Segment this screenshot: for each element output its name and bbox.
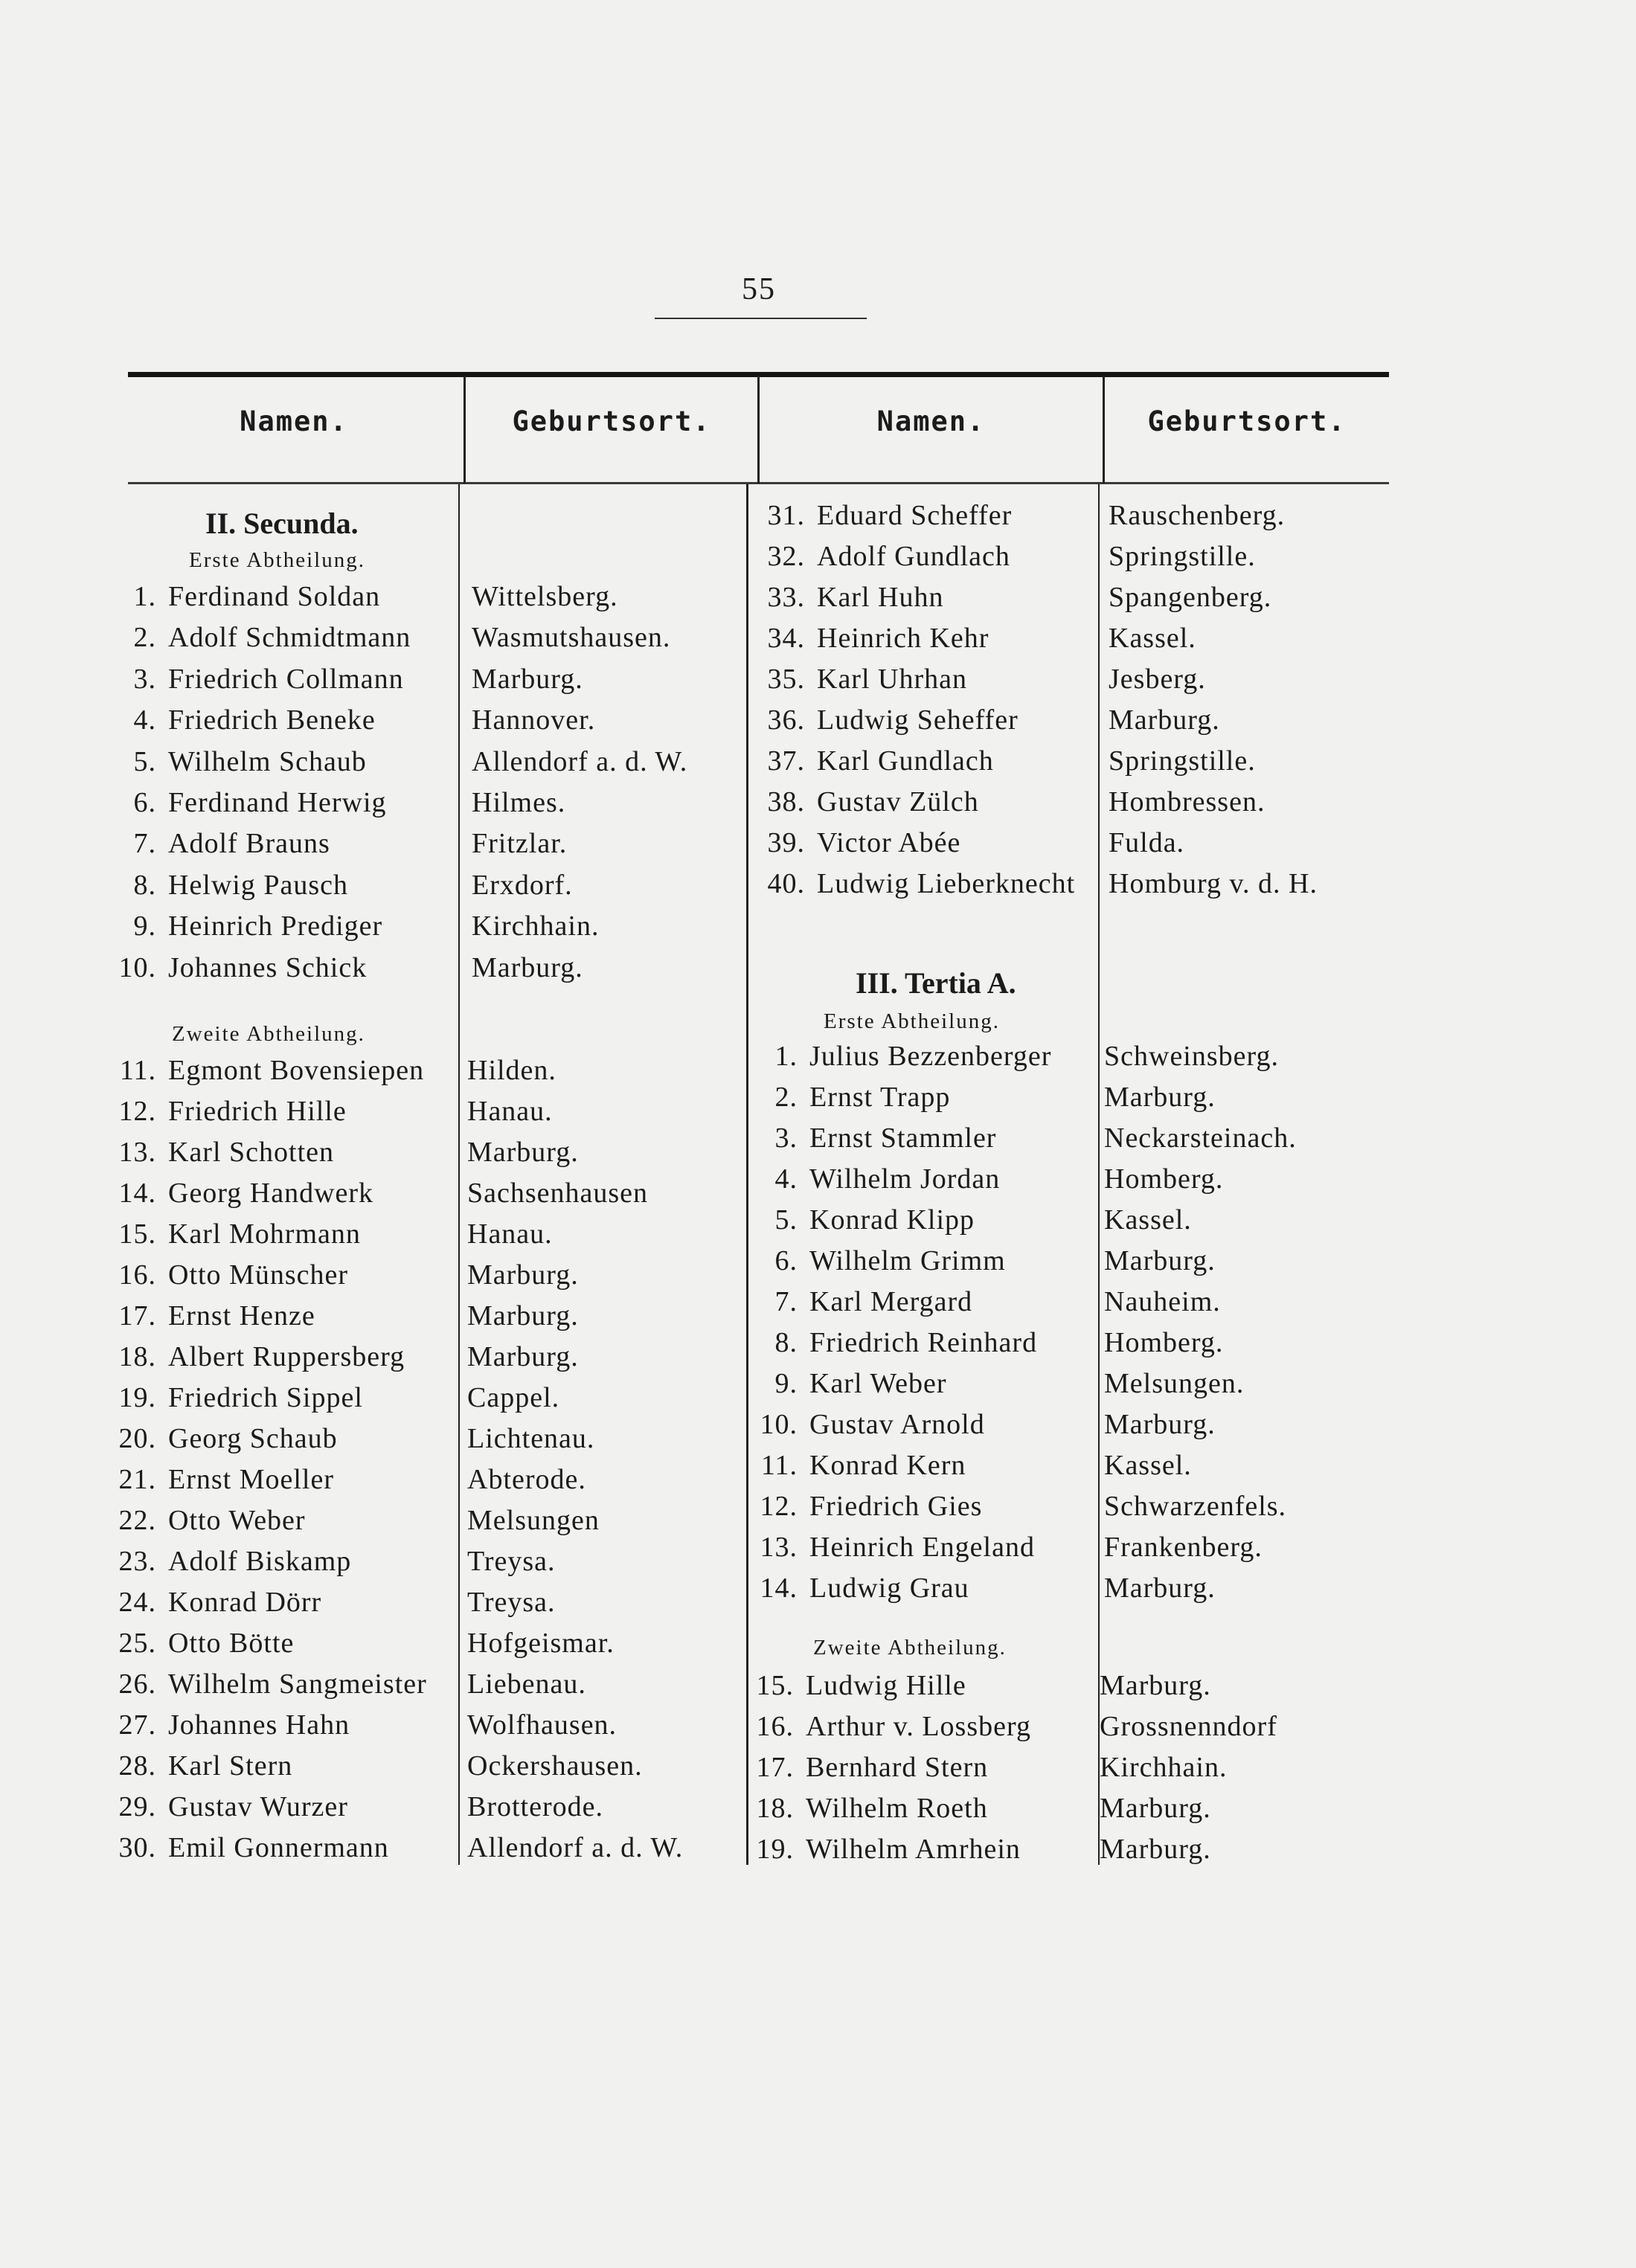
entry-number: 1. — [133, 581, 156, 612]
birthplace: Marburg. — [467, 1259, 579, 1291]
birthplace: Fulda. — [1109, 827, 1185, 858]
list-item — [112, 910, 382, 942]
list-item — [759, 581, 943, 614]
entry-number: 40. — [767, 868, 805, 899]
entry-number: 10. — [118, 951, 156, 983]
entry-number: 9. — [774, 1368, 798, 1399]
list-item — [748, 1833, 1021, 1866]
student-name: Julius Bezzenberger — [809, 1041, 1052, 1072]
entry-number: 5. — [774, 1204, 798, 1236]
list-item — [112, 1177, 373, 1210]
list-item — [112, 1668, 427, 1700]
student-name: Eduard Scheffer — [817, 500, 1013, 531]
birthplace: Ockershausen. — [467, 1750, 643, 1782]
birthplace: Neckarsteinach. — [1104, 1122, 1297, 1154]
entry-number: 12. — [760, 1491, 798, 1522]
birthplace: Marburg. — [1109, 704, 1220, 736]
list-item — [112, 745, 367, 778]
entry-number: 22. — [118, 1505, 156, 1536]
student-name: Johannes Schick — [168, 951, 368, 983]
student-name: Ludwig Hille — [806, 1670, 966, 1701]
entry-number: 10. — [760, 1409, 798, 1440]
birthplace: Marburg. — [472, 663, 583, 695]
birthplace: Wittelsberg. — [472, 581, 618, 612]
student-name: Friedrich Beneke — [168, 704, 376, 736]
student-name: Friedrich Hille — [168, 1096, 347, 1127]
student-name: Friedrich Collmann — [168, 663, 404, 695]
birthplace: Marburg. — [1100, 1670, 1211, 1701]
list-item — [751, 1204, 975, 1236]
birthplace: Allendorf a. d. W. — [472, 745, 688, 777]
list-item — [112, 1054, 424, 1087]
list-item — [759, 745, 994, 777]
list-item — [112, 1095, 347, 1128]
birthplace: Jesberg. — [1109, 664, 1206, 695]
entry-number: 14. — [118, 1178, 156, 1209]
entry-number: 30. — [118, 1832, 156, 1863]
list-item — [759, 786, 979, 818]
student-name: Karl Schotten — [168, 1137, 335, 1168]
birthplace: Marburg. — [1104, 1409, 1216, 1440]
entry-number: 38. — [767, 786, 805, 817]
entry-number: 37. — [767, 745, 805, 777]
entry-number: 2. — [774, 1082, 798, 1113]
student-name: Wilhelm Jordan — [809, 1163, 1001, 1195]
student-name: Johannes Hahn — [168, 1709, 350, 1741]
student-name: Wilhelm Amrhein — [806, 1834, 1021, 1865]
birthplace: Marburg. — [1104, 1572, 1216, 1604]
birthplace: Cappel. — [467, 1382, 560, 1413]
list-item — [112, 1627, 294, 1660]
entry-number: 25. — [118, 1628, 156, 1659]
entry-number: 15. — [756, 1670, 794, 1701]
student-name: Karl Weber — [809, 1368, 947, 1399]
entry-number: 19. — [118, 1382, 156, 1413]
right-group1-title: Erste Abtheilung. — [824, 1009, 1000, 1033]
entry-number: 12. — [118, 1096, 156, 1127]
list-item — [751, 1367, 947, 1400]
birthplace: Melsungen — [467, 1505, 600, 1536]
student-name: Ferdinand Soldan — [168, 581, 381, 612]
birthplace: Lichtenau. — [467, 1423, 595, 1454]
entry-number: 21. — [118, 1464, 156, 1495]
student-name: Konrad Dörr — [168, 1587, 322, 1618]
student-name: Karl Mohrmann — [168, 1218, 361, 1250]
entry-number: 5. — [133, 745, 156, 777]
list-item — [112, 1790, 348, 1823]
entry-number: 39. — [767, 827, 805, 858]
entry-number: 2. — [133, 622, 156, 654]
list-item — [112, 580, 380, 613]
student-name: Wilhelm Sangmeister — [168, 1668, 427, 1700]
entry-number: 11. — [119, 1055, 156, 1086]
entry-number: 14. — [760, 1572, 798, 1604]
birthplace: Treysa. — [467, 1546, 556, 1577]
list-item — [748, 1710, 1031, 1743]
birthplace: Grossnenndorf — [1100, 1711, 1277, 1742]
entry-number: 27. — [118, 1709, 156, 1741]
birthplace: Marburg. — [467, 1300, 579, 1331]
birthplace: Wasmutshausen. — [472, 622, 671, 654]
birthplace: Homberg. — [1104, 1327, 1224, 1358]
student-name: Ludwig Lieberknecht — [817, 868, 1076, 899]
birthplace: Abterode. — [467, 1464, 586, 1495]
birthplace: Schweinsberg. — [1104, 1041, 1279, 1072]
student-name: Ludwig Grau — [809, 1572, 969, 1604]
entry-number: 16. — [118, 1259, 156, 1291]
birthplace: Kassel. — [1104, 1204, 1192, 1236]
header-right-place: Geburtsort. — [1147, 405, 1347, 437]
entry-number: 32. — [767, 541, 805, 572]
entry-number: 7. — [133, 828, 156, 860]
student-name: Karl Huhn — [817, 582, 944, 613]
page-number-rule — [655, 318, 867, 319]
student-name: Egmont Bovensiepen — [168, 1055, 425, 1086]
birthplace: Hanau. — [467, 1218, 553, 1250]
student-name: Gustav Zülch — [817, 786, 979, 817]
birthplace: Hanau. — [467, 1096, 553, 1127]
entry-number: 3. — [774, 1122, 798, 1154]
list-item — [751, 1408, 985, 1441]
list-item — [112, 1381, 363, 1414]
list-item — [751, 1244, 1006, 1277]
entry-number: 33. — [767, 582, 805, 613]
entry-number: 1. — [774, 1041, 798, 1072]
list-item — [112, 1422, 338, 1455]
page-number: 55 — [742, 272, 776, 306]
entry-number: 15. — [118, 1218, 156, 1250]
list-item — [751, 1122, 996, 1154]
student-name: Karl Mergard — [809, 1286, 973, 1317]
list-item — [751, 1285, 972, 1318]
student-name: Adolf Biskamp — [168, 1546, 352, 1577]
list-item — [112, 1586, 321, 1619]
student-name: Adolf Schmidtmann — [168, 622, 411, 654]
entry-number: 3. — [133, 663, 156, 695]
entry-number: 7. — [774, 1286, 798, 1317]
entry-number: 31. — [767, 500, 805, 531]
birthplace: Homburg v. d. H. — [1109, 868, 1318, 899]
birthplace: Marburg. — [1100, 1793, 1211, 1824]
entry-number: 4. — [774, 1163, 798, 1195]
left-group1-title: Erste Abtheilung. — [189, 548, 365, 572]
list-item — [112, 1709, 350, 1741]
entry-number: 35. — [767, 664, 805, 695]
birthplace: Melsungen. — [1104, 1368, 1245, 1399]
birthplace: Schwarzenfels. — [1104, 1491, 1287, 1522]
header-right-name: Namen. — [876, 405, 986, 437]
list-item — [112, 1300, 315, 1332]
student-name: Karl Uhrhan — [817, 664, 967, 695]
entry-number: 6. — [774, 1245, 798, 1276]
student-name: Konrad Kern — [809, 1450, 966, 1481]
entry-number: 29. — [118, 1791, 156, 1822]
list-item — [751, 1163, 1000, 1195]
birthplace: Homberg. — [1104, 1163, 1224, 1195]
list-item — [759, 826, 960, 859]
entry-number: 16. — [756, 1711, 794, 1742]
birthplace: Marburg. — [467, 1341, 579, 1372]
entry-number: 28. — [118, 1750, 156, 1782]
student-name: Heinrich Prediger — [168, 910, 383, 942]
birthplace: Erxdorf. — [472, 869, 573, 901]
birthplace: Frankenberg. — [1104, 1532, 1263, 1563]
birthplace: Nauheim. — [1104, 1286, 1221, 1317]
entry-number: 18. — [756, 1793, 794, 1824]
left-group2-title: Zweite Abtheilung. — [172, 1022, 365, 1046]
entry-number: 9. — [133, 910, 156, 942]
entry-number: 8. — [774, 1327, 798, 1358]
student-name: Ludwig Seheffer — [817, 704, 1019, 736]
list-item — [751, 1531, 1035, 1564]
entry-number: 17. — [756, 1752, 794, 1783]
list-item — [759, 540, 1010, 573]
birthplace: Brotterode. — [467, 1791, 604, 1822]
birthplace: Kassel. — [1104, 1450, 1192, 1481]
list-item — [759, 499, 1012, 532]
entry-number: 23. — [118, 1546, 156, 1577]
list-item — [751, 1326, 1037, 1359]
list-item — [112, 1136, 334, 1169]
student-name: Gustav Arnold — [809, 1409, 985, 1440]
student-name: Emil Gonnermann — [168, 1832, 389, 1863]
student-name: Friedrich Reinhard — [809, 1327, 1038, 1358]
student-name: Wilhelm Grimm — [809, 1245, 1006, 1276]
birthplace: Sachsenhausen — [467, 1178, 649, 1209]
birthplace: Kirchhain. — [472, 910, 600, 942]
entry-number: 19. — [756, 1834, 794, 1865]
student-name: Georg Schaub — [168, 1423, 338, 1454]
birthplace: Fritzlar. — [472, 828, 568, 860]
entry-number: 36. — [767, 704, 805, 736]
student-name: Ernst Stammler — [809, 1122, 997, 1154]
entry-number: 24. — [118, 1587, 156, 1618]
list-item — [759, 622, 989, 655]
birthplace: Liebenau. — [467, 1668, 586, 1700]
list-item — [751, 1572, 969, 1604]
student-name: Bernhard Stern — [806, 1752, 989, 1783]
list-item — [748, 1792, 988, 1825]
list-item — [112, 951, 367, 984]
birthplace: Hilden. — [467, 1055, 556, 1086]
entry-number: 34. — [767, 623, 805, 654]
list-item — [112, 1259, 348, 1291]
list-item — [759, 704, 1019, 736]
birthplace: Marburg. — [1100, 1834, 1211, 1865]
list-item — [751, 1490, 982, 1523]
student-name: Friedrich Gies — [809, 1491, 983, 1522]
student-name: Konrad Klipp — [809, 1204, 975, 1236]
student-name: Karl Gundlach — [817, 745, 994, 777]
header-left-name: Namen. — [240, 405, 348, 437]
right-group2-title: Zweite Abtheilung. — [813, 1636, 1007, 1660]
student-name: Heinrich Kehr — [817, 623, 989, 654]
birthplace: Allendorf a. d. W. — [467, 1832, 684, 1863]
list-item — [112, 827, 330, 860]
list-item — [112, 1750, 292, 1782]
birthplace: Spangenberg. — [1109, 582, 1272, 613]
birthplace: Wolfhausen. — [467, 1709, 617, 1741]
entry-number: 18. — [118, 1341, 156, 1372]
student-name: Heinrich Engeland — [809, 1532, 1035, 1563]
birthplace: Treysa. — [467, 1587, 556, 1618]
student-name: Victor Abée — [817, 827, 961, 858]
student-name: Ernst Trapp — [809, 1082, 951, 1113]
birthplace: Springstille. — [1109, 745, 1256, 777]
birthplace: Kassel. — [1109, 623, 1196, 654]
list-item — [748, 1669, 966, 1702]
student-name: Wilhelm Roeth — [806, 1793, 988, 1824]
list-item — [112, 1504, 306, 1537]
entry-number: 4. — [133, 704, 156, 736]
student-name: Otto Bötte — [168, 1628, 295, 1659]
birthplace: Hilmes. — [472, 787, 566, 818]
student-name: Otto Münscher — [168, 1259, 349, 1291]
list-item — [112, 1340, 405, 1373]
student-name: Georg Handwerk — [168, 1178, 374, 1209]
list-item — [748, 1751, 988, 1784]
birthplace: Rauschenberg. — [1109, 500, 1286, 531]
list-item — [112, 869, 348, 902]
entry-number: 17. — [118, 1300, 156, 1331]
student-name: Wilhelm Schaub — [168, 745, 367, 777]
list-item — [751, 1081, 950, 1114]
right-section-title: III. Tertia A. — [856, 966, 1016, 1000]
student-name: Adolf Brauns — [168, 828, 330, 860]
student-name: Karl Stern — [168, 1750, 293, 1782]
column-divider-1-body — [458, 484, 460, 1865]
entry-number: 13. — [118, 1137, 156, 1168]
student-name: Helwig Pausch — [168, 869, 349, 901]
list-item — [112, 663, 404, 696]
student-name: Gustav Wurzer — [168, 1791, 348, 1822]
birthplace: Marburg. — [472, 951, 583, 983]
student-name: Adolf Gundlach — [817, 541, 1010, 572]
student-name: Ernst Henze — [168, 1300, 315, 1331]
birthplace: Marburg. — [1104, 1245, 1216, 1276]
entry-number: 20. — [118, 1423, 156, 1454]
entry-number: 6. — [133, 787, 156, 818]
student-name: Friedrich Sippel — [168, 1382, 363, 1413]
list-item — [759, 663, 967, 696]
entry-number: 8. — [133, 869, 156, 901]
entry-number: 26. — [118, 1668, 156, 1700]
list-item — [751, 1449, 966, 1482]
birthplace: Springstille. — [1109, 541, 1256, 572]
list-item — [112, 1545, 351, 1578]
student-name: Ferdinand Herwig — [168, 787, 387, 818]
entry-number: 13. — [760, 1532, 798, 1563]
header-left-place: Geburtsort. — [512, 405, 711, 437]
birthplace: Marburg. — [467, 1137, 579, 1168]
birthplace: Kirchhain. — [1100, 1752, 1228, 1783]
list-item — [112, 1218, 361, 1250]
list-item — [759, 867, 1075, 900]
list-item — [112, 1831, 389, 1864]
student-name: Arthur v. Lossberg — [806, 1711, 1031, 1742]
list-item — [112, 1463, 334, 1496]
student-name: Albert Ruppersberg — [168, 1341, 405, 1372]
list-item — [751, 1040, 1051, 1073]
birthplace: Marburg. — [1104, 1082, 1216, 1113]
entry-number: 11. — [760, 1450, 798, 1481]
column-divider-2-body — [746, 484, 748, 1865]
list-item — [112, 621, 411, 654]
student-name: Ernst Moeller — [168, 1464, 335, 1495]
birthplace: Hombressen. — [1109, 786, 1266, 817]
left-section-title: II. Secunda. — [205, 507, 359, 540]
list-item — [112, 786, 387, 819]
student-name: Otto Weber — [168, 1505, 306, 1536]
list-item — [112, 704, 376, 736]
birthplace: Hannover. — [472, 704, 596, 736]
birthplace: Hofgeismar. — [467, 1628, 615, 1659]
column-divider-3-body — [1098, 484, 1100, 1865]
